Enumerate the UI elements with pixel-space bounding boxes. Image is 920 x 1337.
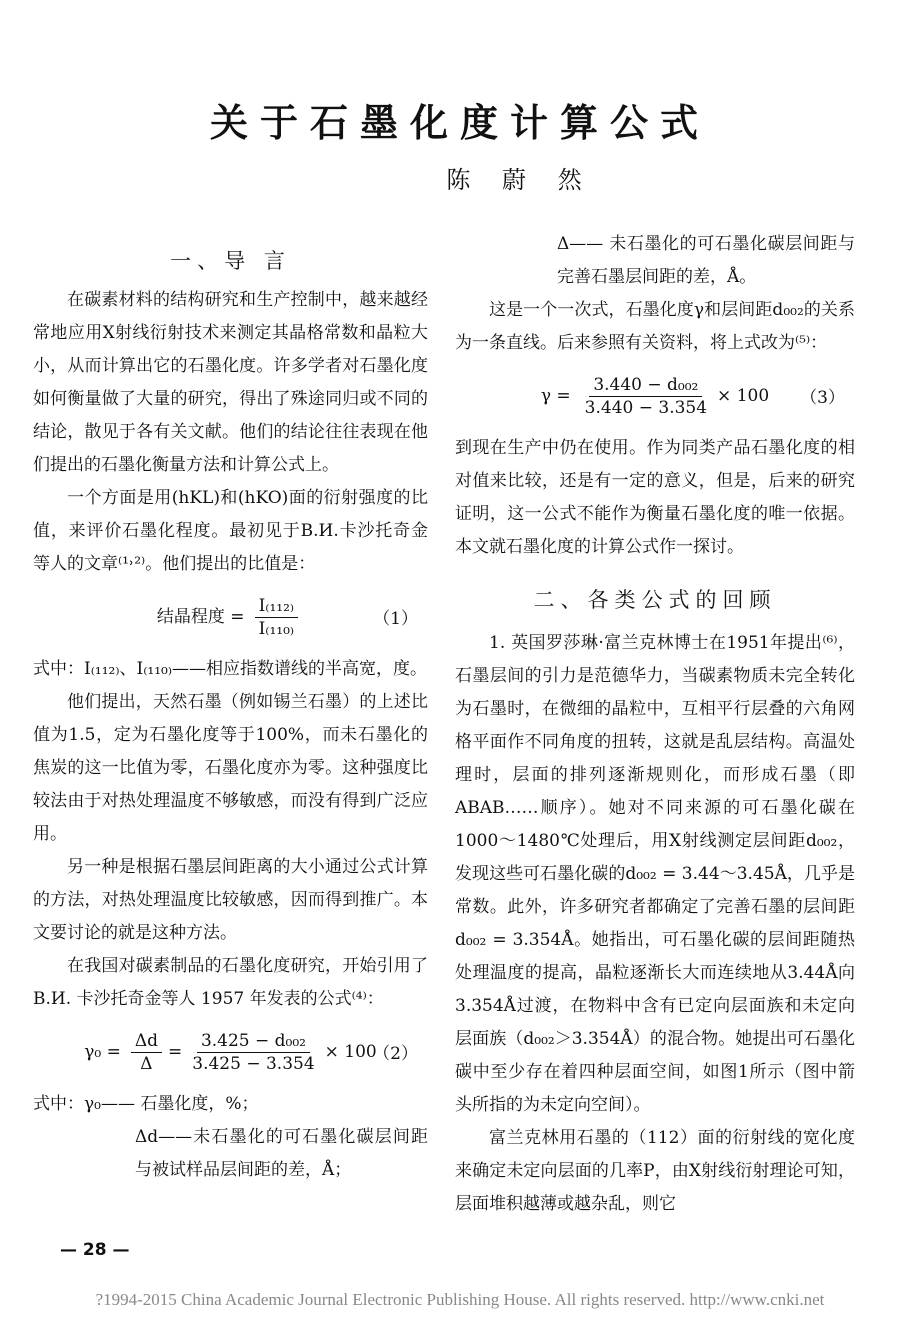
left-column: [33, 245, 428, 1187]
equation-number: （1）: [373, 609, 418, 629]
denominator: I₍₁₁₀₎: [258, 618, 295, 639]
paragraph: 一个方面是用(hKL)和(hKO)面的衍射强度的比值，来评价石墨化程度。最初见于B.И.卡沙托奇金等人的文章⁽¹˒²⁾。他们提出的比值是：: [33, 488, 428, 574]
fraction: [188, 1030, 318, 1075]
definition: Δd——未石墨化的可石墨化碳层间距与被试样品层间距的差，Å；: [135, 1127, 428, 1180]
section-heading-introduction: 一、导 言: [170, 249, 291, 273]
paragraph: 他们提出，天然石墨（例如锡兰石墨）的上述比值为1.5，定为石墨化度等于100%，而未石墨化的焦炭的这一比值为零，石墨化度亦为零。这种强度比较法由于对热处理温度不够敏感，而没有得到广泛应用。: [33, 692, 428, 844]
denominator: 3.425 − 3.354: [192, 1053, 315, 1074]
paragraph: 富兰克林用石墨的（112）面的衍射线的宽化度来确定未定向层面的几率P，由X射线衍射理论可知，层面堆积越薄或越杂乱，则它: [455, 1128, 855, 1214]
definition: Δ—— 未石墨化的可石墨化碳层间距与完善石墨层间距的差，Å。: [557, 234, 855, 287]
page-number: — 28 —: [60, 1240, 130, 1260]
paragraph: 另一种是根据石墨层间距离的大小通过公式计算的方法，对热处理温度比较敏感，因而得到推广。本文要讨论的就是这种方法。: [33, 857, 428, 943]
definition: 式中：γ₀—— 石墨化度，%；: [33, 1094, 259, 1114]
paragraph: 1. 英国罗莎琳·富兰克林博士在1951年提出⁽⁶⁾，石墨层间的引力是范德华力，当碳素物质未完全转化为石墨时，在微细的晶粒中，互相平行层叠的六角网格平面作不同角度的扭转，这就是乱层结构。高温处理时，层面的排列逐渐规则化，而形成石墨（即ABAB……顺序）。她对不同来源的可石墨化碳在1000～1480℃处理后，用X射线测定层间距d₀₀₂，发现这些可石墨化碳的d₀₀₂ = 3.44～3.45Å，几乎是常数。此外，许多研究者都确定了完善石墨的层间距d₀₀₂ = 3.354Å。她指出，可石墨化碳的层间距随热处理温度的提高，晶粒逐渐长大而连续地从3.44Å向3.354Å过渡，在物料中含有已定向层面族和未定向层面族（d₀₀₂＞3.354Å）的混合物。她提出可石墨化碳中至少存在着四种层面空间，如图1所示（图中箭头所指的为未定向空间）。: [455, 633, 855, 1115]
paragraph: 在碳素材料的结构研究和生产控制中，越来越经常地应用X射线衍射技术来测定其晶格常数和晶粒大小，从而计算出它的石墨化度。许多学者对石墨化度如何衡量做了大量的研究，得出了殊途同归或不同的结论，散见于各有关文献。他们的结论往往表现在他们提出的石墨化衡量方法和计算公式上。: [33, 290, 428, 475]
paper-title: 关于石墨化度计算公式: [209, 100, 710, 145]
denominator: 3.440 − 3.354: [584, 397, 708, 418]
equation-number: （2）: [373, 1044, 418, 1064]
copyright-footer: ?1994-2015 China Academic Journal Electronic Publishing House. All rights reserved. http://www.cnki.net: [95, 1290, 825, 1309]
section-heading-review: 二、各类公式的回顾: [533, 588, 777, 612]
paragraph: 式中：I₍₁₁₂₎、I₍₁₁₀₎——相应指数谱线的半高宽，度。: [33, 659, 428, 679]
equation-number: （3）: [800, 388, 845, 408]
fraction: [581, 374, 711, 419]
equation-3: [455, 368, 855, 424]
paragraph: 这是一个一次式，石墨化度γ和层间距d₀₀₂的关系为一条直线。后来参照有关资料，将上式改为⁽⁵⁾：: [455, 300, 855, 353]
right-column: [455, 228, 855, 1221]
numerator: 3.425 − d₀₀₂: [197, 1030, 310, 1053]
denominator: Δ: [140, 1053, 153, 1074]
equation-lhs: 结晶程度 =: [156, 606, 245, 627]
equation-tail: × 100: [717, 385, 770, 406]
paragraph: 到现在生产中仍在使用。作为同类产品石墨化度的相对值来比较，还是有一定的意义，但是，后来的研究证明，这一公式不能作为衡量石墨化度的唯一依据。本文就石墨化度的计算公式作一探讨。: [455, 438, 855, 557]
equation-lhs: γ₀ =: [84, 1041, 121, 1062]
equation-lhs: γ =: [540, 385, 571, 406]
numerator: Δd: [131, 1030, 162, 1053]
equation-tail: × 100: [324, 1041, 377, 1062]
numerator: I₍₁₁₂₎: [255, 595, 299, 618]
equation-1: [33, 589, 428, 645]
paragraph: 在我国对碳素制品的石墨化度研究，开始引用了 B.И. 卡沙托奇金等人 1957 年发表的公式⁽⁴⁾：: [33, 956, 428, 1009]
numerator: 3.440 − d₀₀₂: [589, 374, 702, 397]
fraction: [255, 595, 299, 640]
equation-2: [33, 1024, 428, 1080]
author-name: 陈 蔚 然: [446, 166, 594, 194]
equals-sign: =: [168, 1041, 183, 1062]
fraction: [131, 1030, 162, 1075]
